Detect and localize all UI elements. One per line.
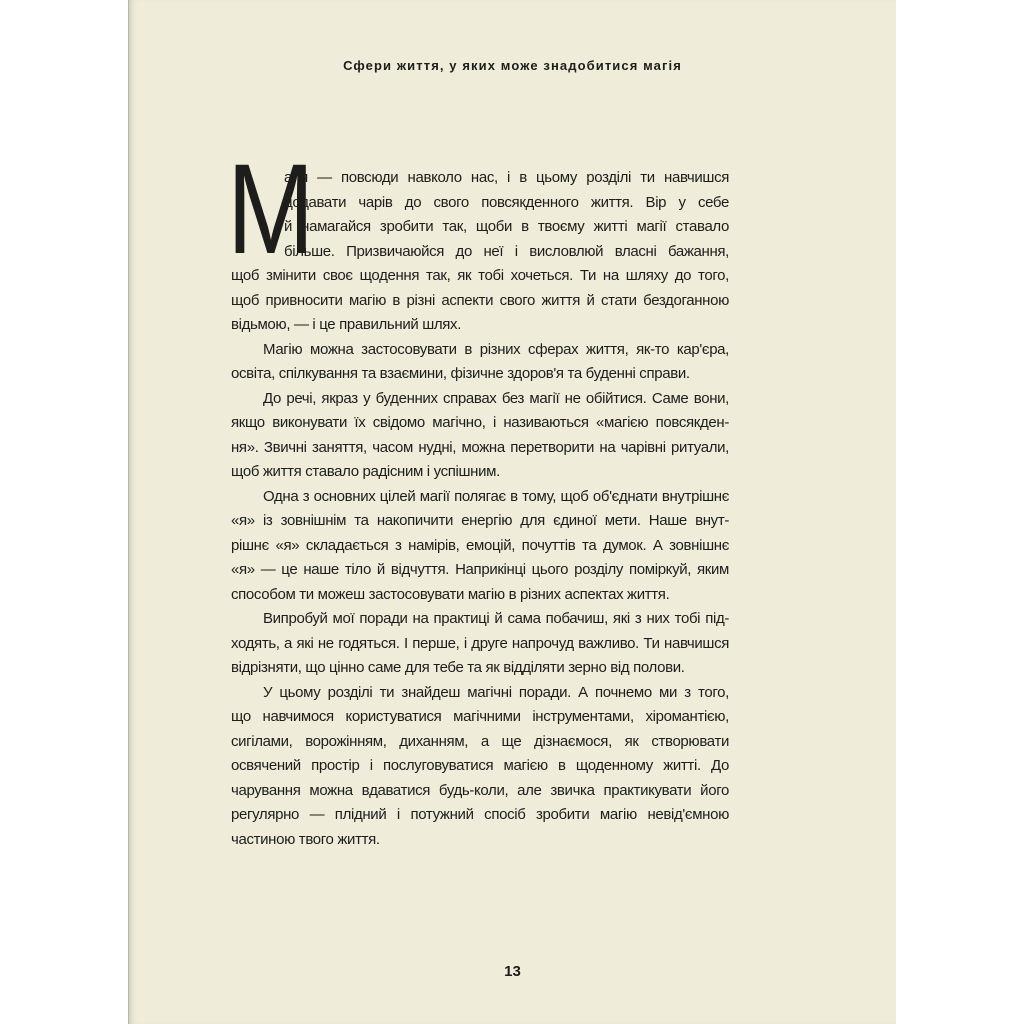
text-line: «я» — це наше тіло й відчуття. Наприкінці цього розділу поміркуй, яким <box>231 561 729 578</box>
text-line: частиною твого життя. <box>231 830 380 848</box>
text-line: відьмою, — і це правильний шлях. <box>231 316 462 333</box>
text-line: щоб змінити своє щодення так, як тобі хочеться. Ти на шляху до того, <box>231 267 729 284</box>
text-line: сигілами, ворожінням, диханням, а ще дізнаємося, як створювати <box>231 732 729 750</box>
text-line: способом ти можеш застосовувати магію в різних аспектах життя. <box>231 585 670 603</box>
text-line: освячений простір і послуговуватися магією в щоденному житті. До <box>231 757 729 774</box>
text-line: якщо виконувати їх свідомо магічно, і називаються «магією повсякден- <box>231 414 729 431</box>
text-line: Магію можна застосовувати в різних сферах життя, як-то кар'єра, <box>263 340 729 358</box>
book-page <box>128 0 896 1024</box>
text-line: щоб привносити магію в різні аспекти свого життя й стати бездоганною <box>231 291 729 309</box>
drop-cap: М <box>227 138 315 281</box>
text-line: щоб життя ставало радісним і успішним. <box>231 463 500 480</box>
text-line: агія — повсюди навколо нас, і в цьому розділі ти навчишся <box>284 169 729 186</box>
text-line: чарування можна вдаватися будь-коли, але звичка практикувати його <box>231 781 729 799</box>
text-line: більше. Призвичаюйся до неї і висловлюй власні бажання, <box>284 242 729 260</box>
text-line: ня». Звичні заняття, часом нудні, можна перетворити на чарівні ритуали, <box>231 438 729 456</box>
text-line: що навчимося користуватися магічними інструментами, хіромантією, <box>231 708 729 725</box>
text-line: У цьому розділі ти знайдеш магічні поради. А почнемо ми з того, <box>263 683 729 701</box>
text-line: відрізняти, що цінно саме для тебе та як відділяти зерно від полови. <box>231 659 685 676</box>
text-line: До речі, якраз у буденних справах без магії не обійтися. Саме вони, <box>263 389 729 407</box>
text-line: Випробуй мої поради на практиці й сама побачиш, які з них тобі під- <box>263 610 729 627</box>
text-line: освіта, спілкування та взаємини, фізичне здоров'я та буденні справи. <box>231 365 690 382</box>
running-head: Сфери життя, у яких може знадобитися магія <box>343 58 682 73</box>
text-line: рішнє «я» складається з намірів, емоцій, почуттів та думок. А зовнішнє <box>231 536 729 554</box>
text-line: «я» із зовнішнім та накопичити енергію для єдиної мети. Наше внут- <box>231 512 729 529</box>
text-line: регулярно — плідний і потужний спосіб зробити магію невід'ємною <box>231 806 729 823</box>
text-line: й намагайся зробити так, щоби в твоєму житті магії ставало <box>284 218 729 235</box>
page-number: 13 <box>504 963 521 980</box>
text-line: додавати чарів до свого повсякденного життя. Вір у себе <box>284 193 729 211</box>
text-line: Одна з основних цілей магії полягає в тому, щоб об'єднати внутрішнє <box>263 487 729 505</box>
text-line: ходять, а які не годяться. І перше, і друге напрочуд важливо. Ти навчишся <box>231 634 729 652</box>
